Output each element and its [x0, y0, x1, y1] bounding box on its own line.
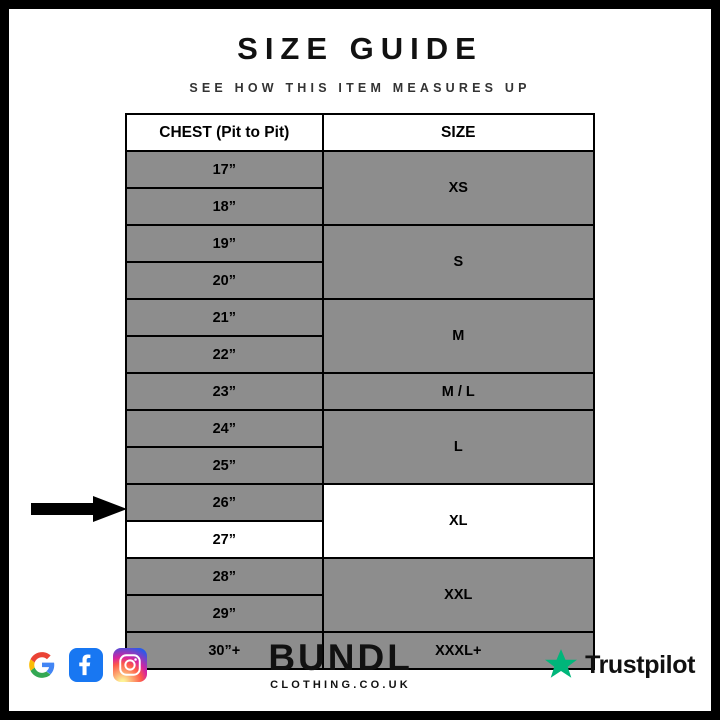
size-cell-selected: XL — [323, 484, 594, 558]
facebook-icon[interactable] — [69, 648, 103, 682]
table-row — [126, 151, 594, 188]
size-cell: XS — [323, 151, 594, 225]
table-row — [126, 410, 594, 447]
size-cell: M / L — [323, 373, 594, 410]
chest-cell-selected: 27” — [126, 521, 323, 558]
column-header-chest: CHEST (Pit to Pit) — [126, 114, 323, 151]
trustpilot-badge[interactable] — [544, 648, 695, 682]
chest-cell: 22” — [126, 336, 323, 373]
size-table-wrap — [125, 113, 595, 670]
chest-cell: 21” — [126, 299, 323, 336]
size-cell: L — [323, 410, 594, 484]
footer — [9, 629, 711, 701]
table-header-row — [126, 114, 594, 151]
size-cell: M — [323, 299, 594, 373]
chest-cell: 24” — [126, 410, 323, 447]
page-title: SIZE GUIDE — [237, 31, 483, 66]
chest-cell: 19” — [126, 225, 323, 262]
size-table — [125, 113, 595, 670]
chest-cell: 25” — [126, 447, 323, 484]
trustpilot-star-icon — [544, 648, 578, 682]
brand-logo — [268, 639, 412, 691]
card-inner — [9, 9, 711, 711]
instagram-icon[interactable] — [113, 648, 147, 682]
size-cell: XXXL+ — [323, 632, 594, 669]
size-cell: S — [323, 225, 594, 299]
table-row — [126, 558, 594, 595]
brand-name: BUNDL — [268, 637, 413, 678]
chest-cell: 17” — [126, 151, 323, 188]
table-row — [126, 225, 594, 262]
google-icon[interactable] — [25, 648, 59, 682]
table-row — [126, 484, 594, 521]
chest-cell: 18” — [126, 188, 323, 225]
table-row — [126, 299, 594, 336]
chest-cell: 30”+ — [126, 632, 323, 669]
brand-domain: CLOTHING.CO.UK — [270, 679, 411, 691]
column-header-size: SIZE — [323, 114, 594, 151]
chest-cell: 29” — [126, 595, 323, 632]
chest-cell: 23” — [126, 373, 323, 410]
social-links — [25, 648, 147, 682]
table-row — [126, 373, 594, 410]
chest-cell: 20” — [126, 262, 323, 299]
size-cell: XXL — [323, 558, 594, 632]
chest-cell: 28” — [126, 558, 323, 595]
page-subtitle: SEE HOW THIS ITEM MEASURES UP — [189, 81, 531, 95]
trustpilot-label: Trustpilot — [585, 650, 695, 679]
selected-size-arrow-icon — [31, 496, 127, 522]
chest-cell: 26” — [126, 484, 323, 521]
